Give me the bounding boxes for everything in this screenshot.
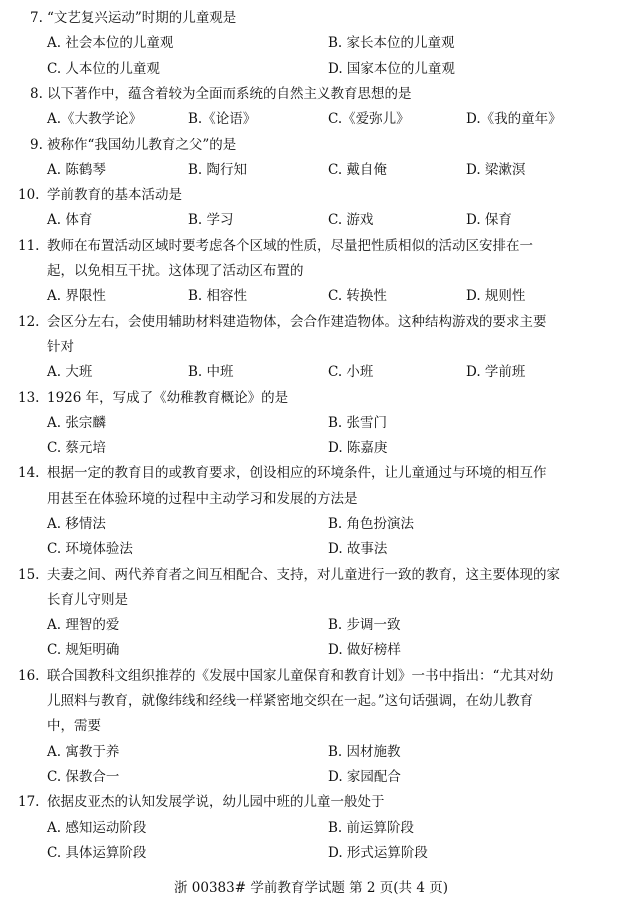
option-row bbox=[0, 537, 622, 562]
option-row bbox=[0, 57, 622, 82]
answer-option: D. 国家本位的儿童观 bbox=[328, 60, 455, 77]
question-stem-line bbox=[0, 310, 622, 335]
page-footer: 浙 00383# 学前教育学试题 第 2 页(共 4 页) bbox=[173, 880, 448, 896]
answer-option: C. 具体运算阶段 bbox=[47, 844, 147, 861]
answer-option: A. 寓教于养 bbox=[47, 743, 120, 760]
answer-option: A. 感知运动阶段 bbox=[47, 819, 147, 836]
answer-option: D.《我的童年》 bbox=[466, 111, 562, 128]
option-row bbox=[0, 436, 622, 461]
answer-option: A. 体育 bbox=[47, 212, 93, 229]
question-number: 9. bbox=[30, 136, 43, 153]
question-stem-line bbox=[0, 664, 622, 689]
answer-option: D. 形式运算阶段 bbox=[328, 844, 428, 861]
option-row bbox=[0, 107, 622, 132]
option-row bbox=[0, 158, 622, 183]
answer-option: B. 中班 bbox=[188, 364, 234, 381]
question-stem-line bbox=[0, 689, 622, 714]
answer-option: A. 界限性 bbox=[47, 288, 106, 305]
question-stem-text: 教师在布置活动区域时要考虑各个区域的性质，尽量把性质相似的活动区安排在一 bbox=[47, 237, 533, 254]
answer-option: B. 相容性 bbox=[188, 288, 248, 305]
question-stem-line bbox=[0, 82, 622, 107]
question-10 bbox=[0, 183, 622, 234]
answer-option: D. 学前班 bbox=[466, 364, 526, 381]
question-stem-line bbox=[0, 6, 622, 31]
option-row bbox=[0, 841, 622, 866]
answer-option: A. 移情法 bbox=[47, 515, 106, 532]
question-stem-text: 用甚至在体验环境的过程中主动学习和发展的方法是 bbox=[47, 490, 358, 507]
option-row bbox=[0, 638, 622, 663]
question-9 bbox=[0, 133, 622, 184]
question-stem-text: 中，需要 bbox=[47, 718, 101, 735]
answer-option: A. 陈鹤琴 bbox=[47, 161, 106, 178]
option-row bbox=[0, 816, 622, 841]
answer-option: C. 小班 bbox=[328, 364, 374, 381]
question-number: 17. bbox=[18, 794, 40, 811]
answer-option: B. 步调一致 bbox=[328, 617, 401, 634]
option-row bbox=[0, 360, 622, 385]
question-15 bbox=[0, 563, 622, 664]
question-stem-line bbox=[0, 461, 622, 486]
answer-option: A.《大教学论》 bbox=[47, 111, 143, 128]
answer-option: D. 做好榜样 bbox=[328, 642, 401, 659]
answer-option: B. 因材施教 bbox=[328, 743, 401, 760]
question-number: 10. bbox=[18, 187, 40, 204]
question-stem-line bbox=[0, 588, 622, 613]
question-stem-line bbox=[0, 183, 622, 208]
answer-option: C. 保教合一 bbox=[47, 768, 120, 785]
answer-option: A. 社会本位的儿童观 bbox=[47, 35, 174, 52]
question-stem-text: 以下著作中，蕴含着较为全面而系统的自然主义教育思想的是 bbox=[47, 85, 412, 102]
answer-option: C.《爱弥儿》 bbox=[328, 111, 410, 128]
question-stem-line bbox=[0, 563, 622, 588]
question-stem-line bbox=[0, 335, 622, 360]
question-number: 11. bbox=[18, 237, 40, 254]
question-11 bbox=[0, 234, 622, 310]
answer-option: C. 规矩明确 bbox=[47, 642, 120, 659]
answer-option: D. 保育 bbox=[466, 212, 512, 229]
answer-option: C. 环境体验法 bbox=[47, 541, 133, 558]
answer-option: C. 游戏 bbox=[328, 212, 374, 229]
question-number: 12. bbox=[18, 313, 40, 330]
question-stem-text: 针对 bbox=[47, 338, 74, 355]
question-12 bbox=[0, 310, 622, 386]
question-stem-text: 根据一定的教育目的或教育要求，创设相应的环境条件，让儿童通过与环境的相互作 bbox=[47, 465, 547, 482]
question-stem-text: 夫妻之间、两代养育者之间互相配合、支持，对儿童进行一致的教育，这主要体现的家 bbox=[47, 566, 560, 583]
question-17 bbox=[0, 790, 622, 866]
question-number: 14. bbox=[18, 465, 40, 482]
answer-option: D. 梁漱溟 bbox=[466, 161, 526, 178]
question-number: 8. bbox=[30, 85, 43, 102]
answer-option: C. 戴自俺 bbox=[328, 161, 387, 178]
question-stem-text: “文艺复兴运动”时期的儿童观是 bbox=[47, 10, 237, 26]
answer-option: B. 学习 bbox=[188, 212, 234, 229]
question-number: 7. bbox=[30, 10, 43, 26]
answer-option: C. 蔡元培 bbox=[47, 440, 106, 457]
question-stem-line bbox=[0, 714, 622, 739]
question-number: 16. bbox=[18, 667, 40, 684]
question-stem-line bbox=[0, 487, 622, 512]
answer-option: B. 张雪门 bbox=[328, 414, 388, 431]
option-row bbox=[0, 31, 622, 56]
answer-option: D. 故事法 bbox=[328, 541, 388, 558]
answer-option: C. 转换性 bbox=[328, 288, 387, 305]
question-number: 15. bbox=[18, 566, 40, 583]
answer-option: B. 家长本位的儿童观 bbox=[328, 35, 455, 52]
answer-option: A. 张宗麟 bbox=[47, 414, 106, 431]
question-stem-text: 依据皮亚杰的认知发展学说，幼儿园中班的儿童一般处于 bbox=[47, 794, 385, 811]
question-16 bbox=[0, 664, 622, 790]
question-stem-text: 学前教育的基本活动是 bbox=[47, 187, 182, 204]
question-stem-text: 起，以免相互干扰。这体现了活动区布置的 bbox=[47, 262, 304, 279]
question-stem-text: 儿照料与教育，就像纬线和经线一样紧密地交织在一起。”这句话强调，在幼儿教育 bbox=[47, 693, 534, 710]
question-stem-text: 长育儿守则是 bbox=[47, 591, 128, 608]
question-stem-line bbox=[0, 259, 622, 284]
question-8 bbox=[0, 82, 622, 133]
answer-option: A. 理智的爱 bbox=[47, 617, 120, 634]
question-stem-line bbox=[0, 234, 622, 259]
question-stem-line bbox=[0, 133, 622, 158]
question-number: 13. bbox=[18, 389, 40, 406]
option-row bbox=[0, 284, 622, 309]
answer-option: C. 人本位的儿童观 bbox=[47, 60, 160, 77]
answer-option: B. 陶行知 bbox=[188, 161, 248, 178]
option-row bbox=[0, 765, 622, 790]
option-row bbox=[0, 613, 622, 638]
option-row bbox=[0, 512, 622, 537]
answer-option: D. 规则性 bbox=[466, 288, 526, 305]
answer-option: D. 陈嘉庚 bbox=[328, 440, 388, 457]
answer-option: D. 家园配合 bbox=[328, 768, 401, 785]
answer-option: B. 前运算阶段 bbox=[328, 819, 415, 836]
question-stem-text: 会区分左右，会使用辅助材料建造物体，会合作建造物体。这种结构游戏的要求主要 bbox=[47, 313, 547, 330]
question-stem-line bbox=[0, 386, 622, 411]
question-stem-text: 1926 年，写成了《幼稚教育概论》的是 bbox=[47, 389, 289, 406]
question-14 bbox=[0, 461, 622, 562]
question-7 bbox=[0, 6, 622, 82]
answer-option: B. 角色扮演法 bbox=[328, 515, 415, 532]
question-stem-text: 联合国教科文组织推荐的《发展中国家儿童保育和教育计划》一书中指出：“尤其对幼 bbox=[47, 667, 554, 684]
answer-option: B.《论语》 bbox=[188, 111, 257, 128]
option-row bbox=[0, 740, 622, 765]
question-stem-line bbox=[0, 790, 622, 815]
option-row bbox=[0, 208, 622, 233]
option-row bbox=[0, 411, 622, 436]
question-13 bbox=[0, 386, 622, 462]
question-stem-text: 被称作“我国幼儿教育之父”的是 bbox=[47, 136, 237, 153]
answer-option: A. 大班 bbox=[47, 364, 93, 381]
